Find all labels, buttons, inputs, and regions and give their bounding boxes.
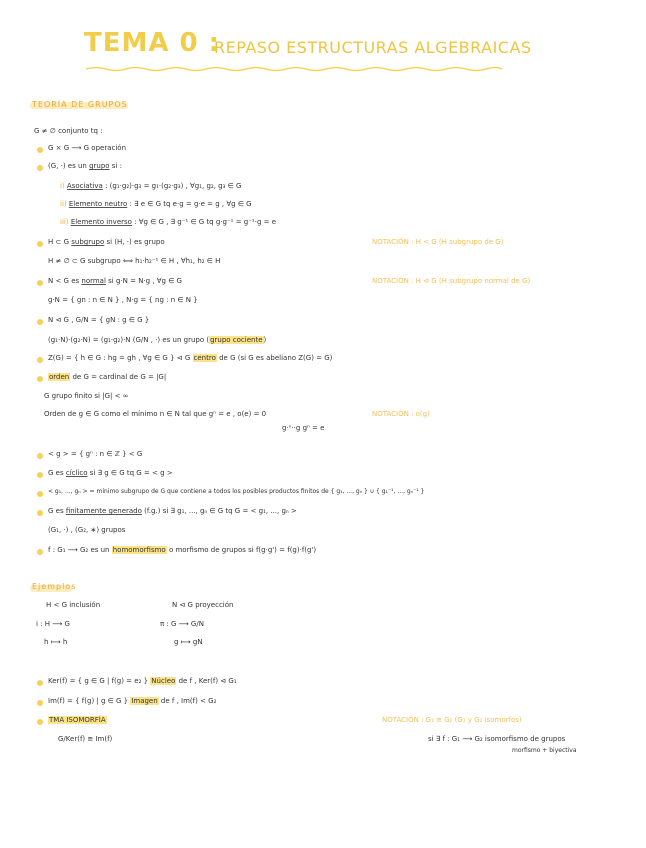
line-cyclic: G es cíclico si ∃ g ∈ G tq G = < g > [48,469,173,477]
note-normal: NOTACIÓN : H ⊲ G (H subgrupo normal de G) [372,277,531,285]
note-subgroup: NOTACIÓN : H < G (H subgrupo de G) [372,238,504,246]
line-element-order: Orden de g ∈ G como el mínimo n ∈ N tal que gⁿ = e , o(e) = 0 [44,410,267,418]
example-projection-element: g ⟼ gN [174,638,203,646]
bullet-dot [37,453,43,459]
bullet-dot [37,165,43,171]
page-title: TEMA 0 : [84,28,221,58]
line-isomorphism-theorem: TMA ISOMORFÍA [49,716,106,724]
example-inclusion-title: H < G inclusión [46,601,101,609]
note-isomorphic: NOTACIÓN : G₁ ≅ G₂ (G₁ y G₂ isomorfos) [382,716,522,724]
line-order-detail: g·ⁿ··g gⁿ = e [282,424,325,432]
line-subgroup: H ⊂ G subgrupo si (H, ·) es grupo [48,238,165,246]
line-isomorphism-statement: G/Ker(f) ≅ Im(f) [58,735,113,743]
line-order: orden de G = cardinal de G = |G| [49,373,167,381]
bullet-dot [37,719,43,725]
bullet-dot [37,319,43,325]
bullet-dot [37,700,43,706]
line-group-def: (G, ·) es un grupo si : [48,162,122,170]
bullet-dot [37,472,43,478]
bullet-dot [37,510,43,516]
axiom-associative: i) Asociativa : (g₁·g₂)·g₃ = g₁·(g₂·g₃) , ∀g₁, g₂, g₃ ∈ G [60,182,242,190]
bullet-dot [37,241,43,247]
note-order: NOTACIÓN : o(g) [372,410,430,418]
line-center: Z(G) = { h ∈ G : hg = gh , ∀g ∈ G } ⊲ G centro de G (si G es abeliano Z(G) = G) [48,354,333,362]
line-operation: G × G ⟶ G operación [48,144,127,152]
example-projection-map: π : G ⟶ G/N [160,620,204,628]
line-def-group: G ≠ ∅ conjunto tq : [34,127,103,135]
line-normal: N < G es normal si g·N = N·g , ∀g ∈ G [48,277,182,285]
axiom-inverse: iii) Elemento inverso : ∀g ∈ G , ∃ g⁻¹ ∈ G tq g·g⁻¹ = g⁻¹·g = e [60,218,277,226]
section-title-examples: Ejemplos [32,582,77,591]
axiom-identity: ii) Elemento neutro : ∃ e ∈ G tq e·g = g·e = g , ∀g ∈ G [60,200,252,208]
section-title-groups: TEORÍA DE GRUPOS [32,100,128,109]
bullet-dot [37,680,43,686]
example-inclusion-map: i : H ⟶ G [36,620,70,628]
bullet-dot [37,147,43,153]
line-two-groups: (G₁, ·) , (G₂, ∗) grupos [48,526,126,534]
bullet-dot [37,357,43,363]
line-homomorphism: f : G₁ ⟶ G₂ es un homomorfismo o morfismo de grupos si f(g·g') = f(g)·f(g') [48,546,317,554]
bullet-dot [37,549,43,555]
title-underline [84,66,504,72]
line-image: Im(f) = { f(g) | g ∈ G } Imagen de f , Im(f) < G₂ [48,697,217,705]
bullet-dot [37,491,43,497]
line-kernel: Ker(f) = { g ∈ G | f(g) = e₂ } Núcleo de f , Ker(f) ⊲ G₁ [48,677,237,685]
line-isomorphism-def: si ∃ f : G₁ ⟶ G₂ isomorfismo de grupos [428,735,566,743]
bullet-dot [37,280,43,286]
line-finite-group: G grupo finito si |G| < ∞ [44,392,129,400]
line-isomorphism-def2: morfismo + biyectiva [512,747,577,754]
bullet-dot [37,376,43,382]
line-finitely-generated: G es finitamente generado (f.g.) si ∃ g₁, ..., gₙ ∈ G tq G = < g₁, ..., gₙ > [48,507,297,515]
line-cosets: g·N = { gn : n ∈ N } , N·g = { ng : n ∈ N } [48,296,198,304]
line-subgroup-criterion: H ≠ ∅ ⊂ G subgrupo ⟺ h₁·h₂⁻¹ ∈ H , ∀h₁, h₂ ∈ H [48,257,221,265]
line-generated: < g > = { gⁿ : n ∈ ℤ } < G [48,450,143,458]
line-generated-multi: < g₁, ..., gₙ > = mínimo subgrupo de G que contiene a todos los posibles productos finitos de { g₁, ..., gₙ } ∪ { g₁⁻¹, ..., gₙ⁻¹ } [48,488,425,495]
page-subtitle: REPASO ESTRUCTURAS ALGEBRAICAS [214,38,532,57]
line-quotient-set: N ⊲ G , G/N = { gN : g ∈ G } [48,316,150,324]
example-inclusion-element: h ⟼ h [44,638,68,646]
example-projection-title: N ⊲ G proyección [172,601,234,609]
line-quotient-group: (g₁·N)·(g₂·N) = (g₁·g₂)·N (G/N , ·) es un grupo (grupo cociente) [48,336,267,344]
